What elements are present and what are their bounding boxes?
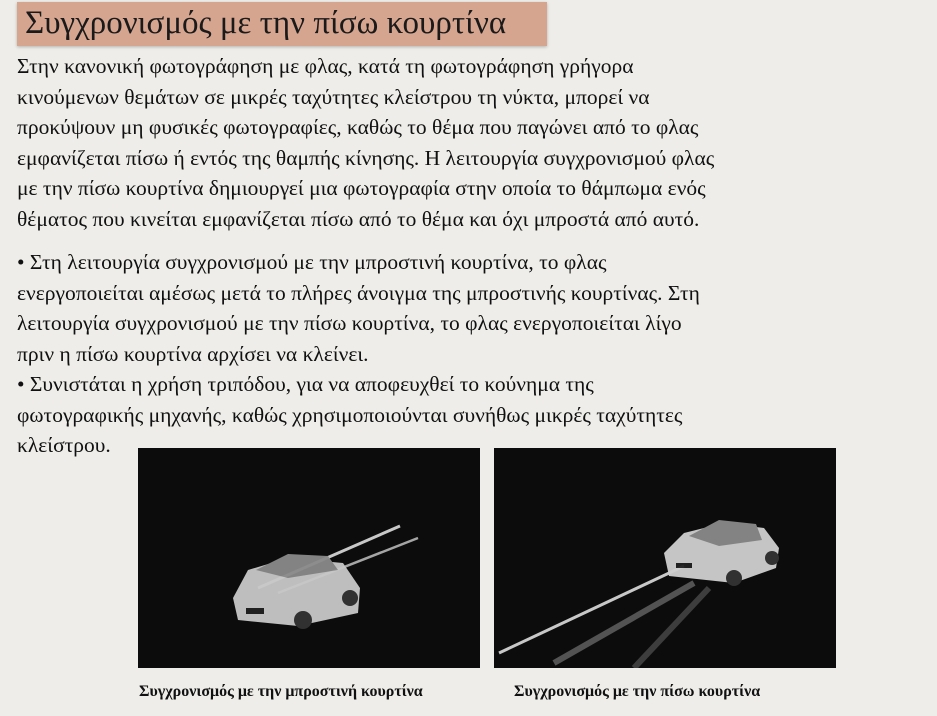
car-shape [664,520,779,586]
text-line: φωτογραφικής μηχανής, καθώς χρησιμοποιούνται συνήθως μικρές ταχύτητες [17,402,683,427]
front-curtain-photo [138,448,480,668]
text-line: Στην κανονική φωτογράφηση με φλας, κατά τη φωτογράφηση γρήγορα [17,54,634,78]
intro-paragraph [17,51,714,234]
car-light-trails-image [494,448,836,668]
front-curtain-caption: Συγχρονισμός με την μπροστινή κουρτίνα [139,683,423,700]
text-line: κλείστρου. [17,433,111,457]
text-line: ενεργοποιείται αμέσως μετά το πλήρες άνοιγμα της μπροστινής κουρτίνας. Στη [17,280,700,305]
text-line: • Στη λειτουργία συγχρονισμού με την μπροστινή κουρτίνα, το φλας [17,250,607,274]
text-line: προκύψουν μη φυσικές φωτογραφίες, καθώς το θέμα που παγώνει από το φλας [17,115,699,139]
text-line: πριν η πίσω κουρτίνα αρχίσει να κλείνει. [17,341,369,366]
text-line: • Συνιστάται η χρήση τριπόδου, για να αποφευχθεί το κούνημα της [17,372,594,396]
bullet-paragraph [17,247,700,461]
text-line: θέματος που κινείται εμφανίζεται πίσω από το θέμα και όχι μπροστά από αυτό. [17,206,700,231]
car-light-trails-image [138,448,480,668]
text-line: κινούμενων θεμάτων σε μικρές ταχύτητες κλείστρου τη νύκτα, μπορεί να [17,84,650,109]
rear-curtain-photo [494,448,836,668]
text-line: λειτουργία συγχρονισμού με την πίσω κουρτίνα, το φλας ενεργοποιείται λίγο [17,311,682,335]
slide-title: Συγχρονισμός με την πίσω κουρτίνα [25,5,507,41]
car-shape [233,554,360,629]
slide-title-box [17,2,547,46]
rear-curtain-caption: Συγχρονισμός με την πίσω κουρτίνα [514,683,761,700]
text-line: εμφανίζεται πίσω ή εντός της θαμπής κίνησης. Η λειτουργία συγχρονισμού φλας [17,145,715,170]
text-line: με την πίσω κουρτίνα δημιουργεί μια φωτογραφία στην οποία το θάμπωμα ενός [17,176,706,200]
